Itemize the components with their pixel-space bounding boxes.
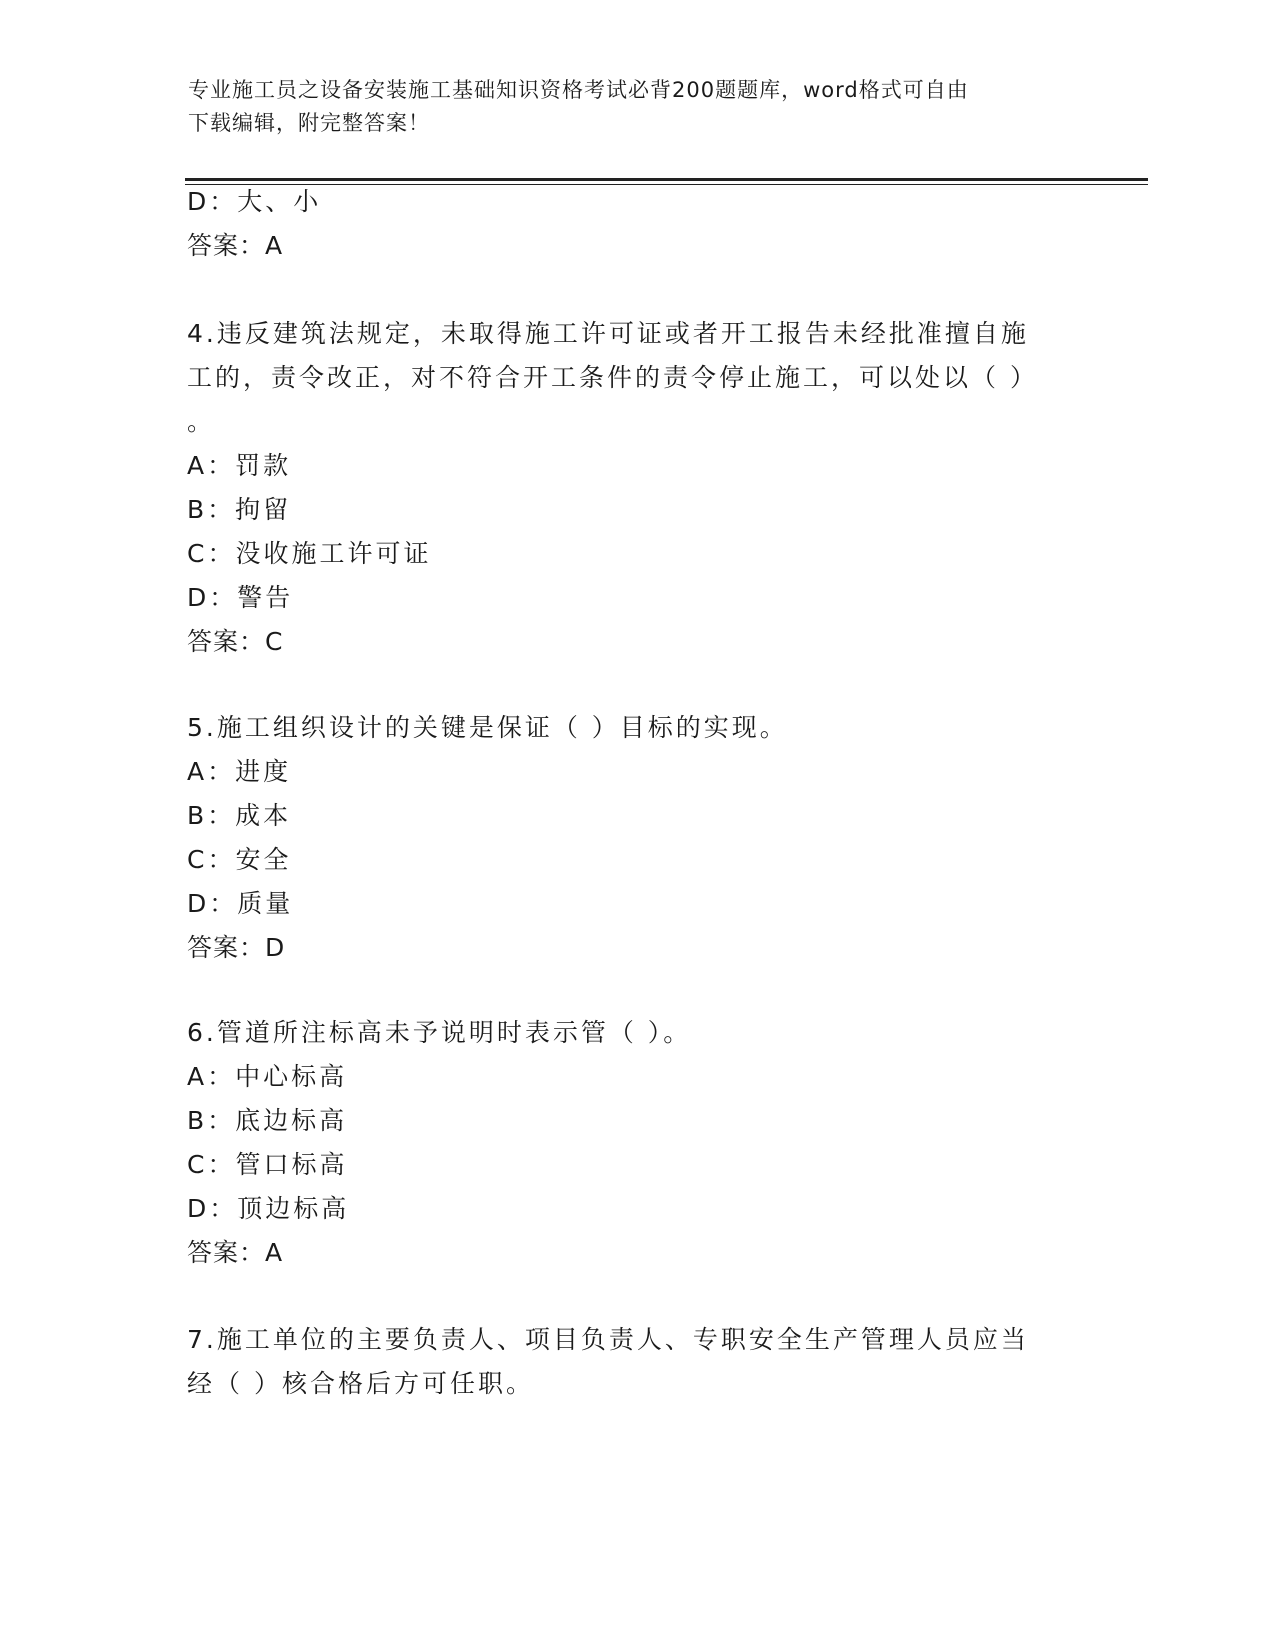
header-line-2: 下载编辑，附完整答案！ xyxy=(188,111,430,135)
q6-option-d: D：顶边标高 xyxy=(187,1194,350,1223)
q4-option-a: A：罚款 xyxy=(187,451,292,480)
q6-option-a: A：中心标高 xyxy=(187,1062,348,1091)
q3-answer: 答案：A xyxy=(187,231,284,260)
q5-option-a: A：进度 xyxy=(187,757,292,786)
q7-stem-line-1: 7.施工单位的主要负责人、项目负责人、专职安全生产管理人员应当 xyxy=(187,1325,1029,1354)
document-header xyxy=(188,74,1068,140)
q4-stem-line-1: 4.违反建筑法规定，未取得施工许可证或者开工报告未经批准擅自施 xyxy=(187,319,1029,348)
q5-answer: 答案：D xyxy=(187,933,286,962)
q5-stem-line-1: 5.施工组织设计的关键是保证（ ）目标的实现。 xyxy=(187,713,788,742)
q3-option-d: D：大、小 xyxy=(187,187,322,216)
q6-option-b: B：底边标高 xyxy=(187,1106,348,1135)
header-line-1: 专业施工员之设备安装施工基础知识资格考试必背200题题库，word格式可自由 xyxy=(188,78,969,102)
q6-stem-line-1: 6.管道所注标高未予说明时表示管（ ）。 xyxy=(187,1018,692,1047)
q5-option-d: D：质量 xyxy=(187,889,294,918)
q6-option-c: C：管口标高 xyxy=(187,1150,348,1179)
header-divider-thick xyxy=(185,178,1148,181)
q6-answer: 答案：A xyxy=(187,1238,284,1267)
q4-option-b: B：拘留 xyxy=(187,495,292,524)
q4-option-c: C：没收施工许可证 xyxy=(187,539,432,568)
q4-answer: 答案：C xyxy=(187,627,284,656)
q7-stem-line-2: 经（ ）核合格后方可任职。 xyxy=(187,1369,534,1398)
q5-option-b: B：成本 xyxy=(187,801,292,830)
q4-stem-line-2: 工的，责令改正，对不符合开工条件的责令停止施工，可以处以（ ） xyxy=(187,363,1038,392)
q4-option-d: D：警告 xyxy=(187,583,294,612)
q5-option-c: C：安全 xyxy=(187,845,292,874)
header-divider-thin xyxy=(185,184,1148,185)
q4-stem-line-3: 。 xyxy=(187,407,216,436)
